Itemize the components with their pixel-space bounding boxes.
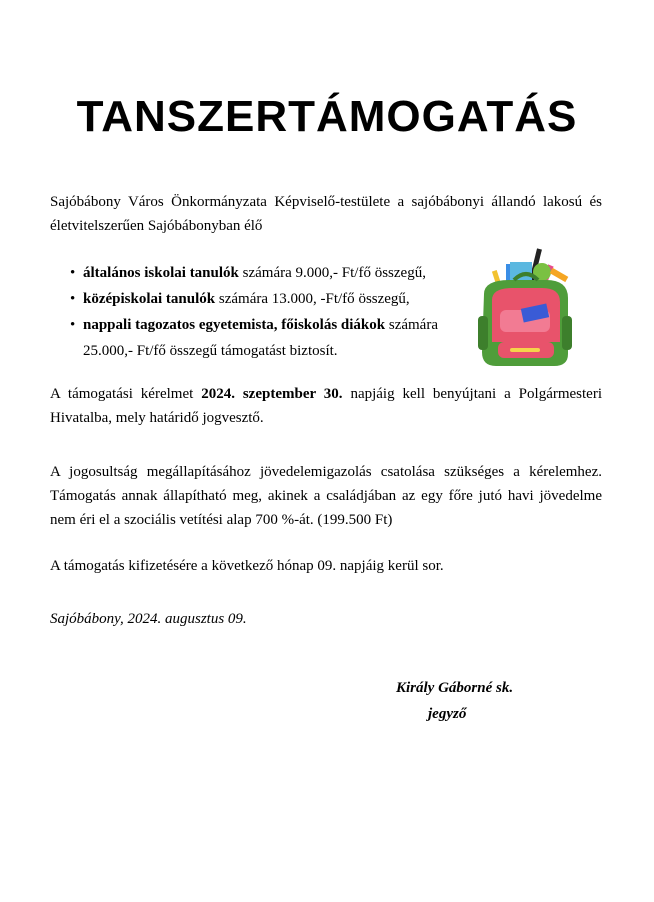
list-item-category: középiskolai tanulók [83,291,216,307]
list-item [50,260,470,286]
deadline-text-post: napjáig kell benyújtani a Polgármesteri Hivatalba, mely határidő jogvesztő. [50,386,602,426]
list-item-rest: összegű, [370,265,426,281]
place-date: Sajóbábony, 2024. augusztus 09. [50,611,247,627]
signature-name: Király Gáborné sk. [396,680,514,696]
intro-paragraph: Sajóbábony Város Önkormányzata Képviselő-testülete a sajóbábonyi állandó lakosú és életvitelszerűen Sajóbábonyban élő [50,194,602,234]
deadline-date: 2024. szeptember 30. [201,386,343,402]
support-list [50,260,470,364]
list-item [50,312,470,364]
list-item-amount [239,265,371,281]
list-item-category: nappali tagozatos egyetemista, főiskolás diákok [83,317,386,333]
eligibility-paragraph: A jogosultság megállapításához jövedelemigazolás csatolása szükséges a kérelemhez. Támogatás annak állapítható meg, akinek a családjában az egy főre jutó havi jövedelme nem éri el a szociális vetítési alap 700 %-át. (199.500 Ft) [50,464,602,528]
deadline-text-pre: A támogatási kérelmet [50,386,202,402]
payment-paragraph: A támogatás kifizetésére a következő hónap 09. napjáig kerül sor. [50,558,444,574]
list-item-amount: számára 25.000,- Ft/fő [83,317,438,359]
deadline-paragraph [50,382,602,430]
list-item-rest: összegű támogatást biztosít. [165,343,338,359]
list-item-category: általános iskolai tanulók [83,265,239,281]
amount-text: számára 9.000,- Ft/fő [238,265,371,281]
page-title: TANSZERTÁMOGATÁS [76,92,578,141]
list-item-rest: összegű, [354,291,410,307]
list-item-amount: számára 13.000, -Ft/fő [215,291,355,307]
list-item [50,286,470,312]
backpack-illustration [470,242,578,370]
signature-role: jegyző [428,706,467,722]
